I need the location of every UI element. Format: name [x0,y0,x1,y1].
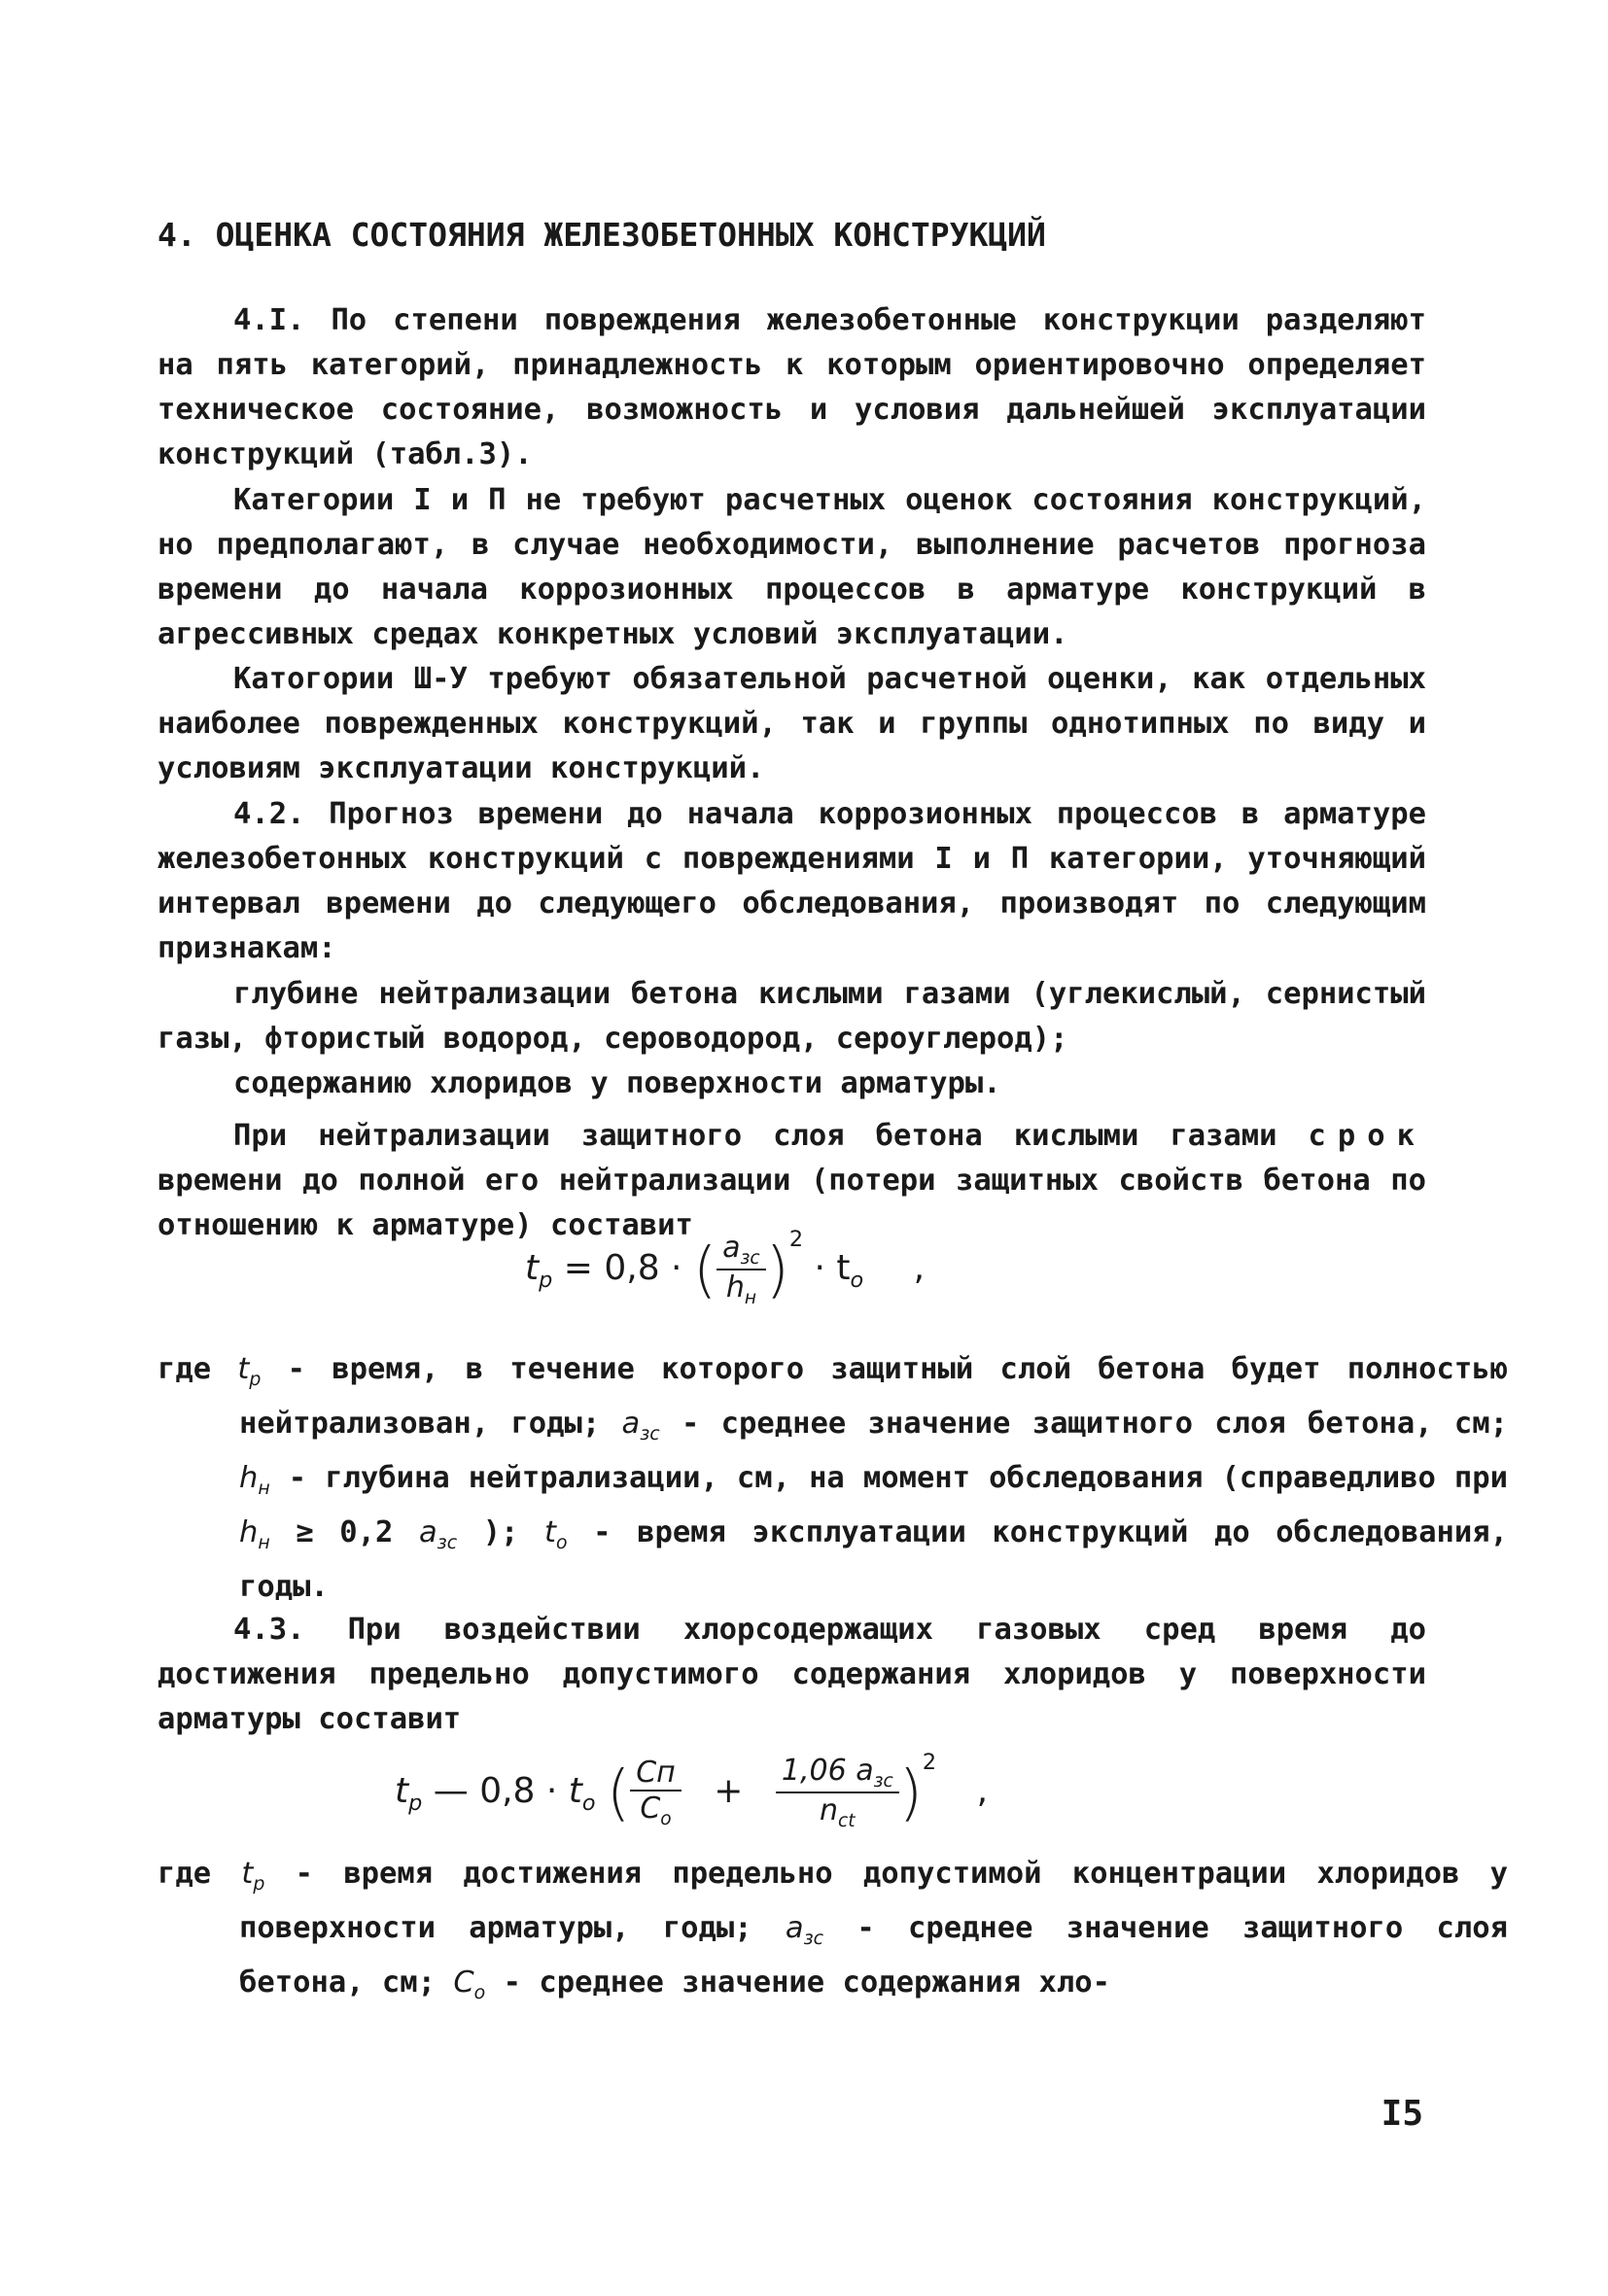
definition-text: - среднее значение защитного слоя бетона, см; [239,1911,1508,2000]
formula-comma: , [976,1771,989,1811]
fraction [630,1756,682,1829]
spaced-word-term: срок [1308,1119,1426,1153]
fraction-numerator: Сп [630,1756,682,1792]
definition-text: ≥ 0,2 [296,1515,394,1550]
paragraph-4-3: 4.3. При воздействии хлорсодержащих газовых сред время до достижения предельно допустимого содержания хлоридов у поверхности арматуры составит [157,1613,1426,1736]
formula-symbol: 1,06 а [781,1754,874,1788]
formula-subscript: р [249,1369,262,1391]
fraction [717,1231,766,1308]
list-item-chloride-content: содержанию хлоридов у поверхности арматуры. [233,1066,1001,1100]
formula-subscript: о [581,1791,596,1817]
definition-text: ); [482,1515,519,1550]
open-paren: ( [692,1234,717,1305]
fraction-denominator [776,1793,899,1831]
formula-chloride-time [395,1750,988,1831]
formula-operator: · t [814,1248,851,1288]
formula-subscript: р [408,1791,423,1817]
close-paren: ) [765,1234,789,1305]
formula-comma: , [913,1248,926,1288]
fraction [776,1754,899,1831]
close-paren: ) [898,1757,923,1828]
formula-exponent: 2 [922,1750,937,1775]
term-intro-text: При нейтрализации защитного слоя бетона кислыми газами [233,1119,1277,1153]
definition-text: - время достижения предельно допустимой концентрации хлоридов у поверхности арматуры, годы; [239,1857,1508,1946]
formula-subscript: н [258,1478,270,1500]
open-paren: ( [607,1757,631,1828]
section-heading: 4. ОЦЕНКА СОСТОЯНИЯ ЖЕЛЕЗОБЕТОННЫХ КОНСТРУКЦИЙ [157,216,1046,254]
formula-subscript: р [539,1268,553,1294]
list-item-neutralization-depth: глубине нейтрализации бетона кислыми газами (углекислый, сернистый газы, фтористый водород, сероводород, сероуглерод); [157,977,1426,1056]
formula-subscript: о [660,1809,672,1829]
fraction-denominator [630,1792,682,1829]
formula-symbol: а [722,1231,741,1265]
where-clause-neutralization [157,1347,1508,1610]
where-label: где [157,1352,212,1386]
formula-subscript: зс [437,1532,458,1554]
formula-operator: + [714,1771,744,1811]
formula-subscript: н [744,1288,756,1308]
paragraph-4-1: 4.I. По степени повреждения железобетонные конструкции разделяют на пять категорий, принадлежность к которым ориентировочно определяет техническое состояние, возможность и условия дальнейшей эксплуатации конструкций (табл.3). [157,303,1426,471]
paragraph-categories-3-5: Катогории Ш-У требуют обязательной расчетной оценки, как отдельных наиболее поврежденных конструкций, так и группы однотипных по виду и условиям эксплуатации конструкций. [157,662,1426,785]
formula-subscript: зс [740,1248,760,1269]
fraction-denominator [717,1270,766,1308]
formula-subscript: р [253,1873,265,1896]
definition-text: - среднее значение содержания хло- [503,1966,1110,2000]
formula-operator: — 0,8 · [433,1771,558,1811]
formula-symbol: h [239,1461,259,1496]
formula-subscript: о [555,1532,568,1554]
fraction-numerator [717,1231,766,1270]
where-clause-chloride [157,1852,1508,2015]
definition-text: - время эксплуатации конструкций до обследования, годы. [239,1515,1509,1605]
paragraph-categories-1-2: Категории I и П не требуют расчетных оценок состояния конструкций, но предполагают, в случае необходимости, выполнение расчетов прогноза времени до начала коррозионных процессов в арматуре конструкций в агрессивных средах конкретных условий эксплуатации. [157,483,1426,651]
term-rest-text: времени до полной его нейтрализации (потери защитных свойств бетона по отношению к арматуре) составит [157,1164,1426,1242]
formula-subscript: зс [803,1928,824,1950]
paragraph-4-2: 4.2. Прогноз времени до начала коррозионных процессов в арматуре железобетонных конструкций с повреждениями I и П категории, уточняющий интервал времени до следующего обследования, производят по следующим признакам: [157,797,1426,965]
formula-symbol: h [725,1270,745,1305]
formula-symbol: С [640,1792,661,1826]
formula-subscript: зс [640,1423,660,1445]
formula-subscript: н [258,1532,270,1554]
formula-subscript: зс [873,1771,893,1792]
formula-symbol: а [418,1515,437,1550]
formula-exponent: 2 [788,1227,804,1252]
formula-symbol: а [621,1407,641,1442]
fraction-numerator [776,1754,899,1793]
formula-neutralization-time [525,1227,925,1308]
formula-operator: = 0,8 · [563,1248,682,1288]
formula-symbol: t [525,1248,540,1288]
page-number: I5 [1381,2094,1423,2134]
formula-symbol: t [241,1857,254,1891]
formula-symbol: а [785,1911,804,1946]
formula-symbol: С [453,1966,474,2000]
formula-symbol: t [568,1771,582,1811]
definition-text: - среднее значение защитного слоя бетона, см; [681,1407,1508,1442]
formula-symbol: h [239,1515,259,1550]
formula-subscript: сt [838,1811,856,1831]
formula-symbol: t [237,1352,250,1386]
definition-text: - глубина нейтрализации, см, на момент обследования (справедливо при [288,1461,1508,1496]
where-label: где [157,1857,212,1891]
formula-subscript: о [473,1982,486,2004]
formula-symbol: n [820,1793,839,1827]
definition-text: - время, в течение которого защитный слой бетона будет полностью нейтрализован, годы; [239,1352,1508,1442]
formula-symbol: t [544,1515,556,1550]
formula-subscript: о [850,1268,864,1294]
formula-symbol: t [395,1771,409,1811]
